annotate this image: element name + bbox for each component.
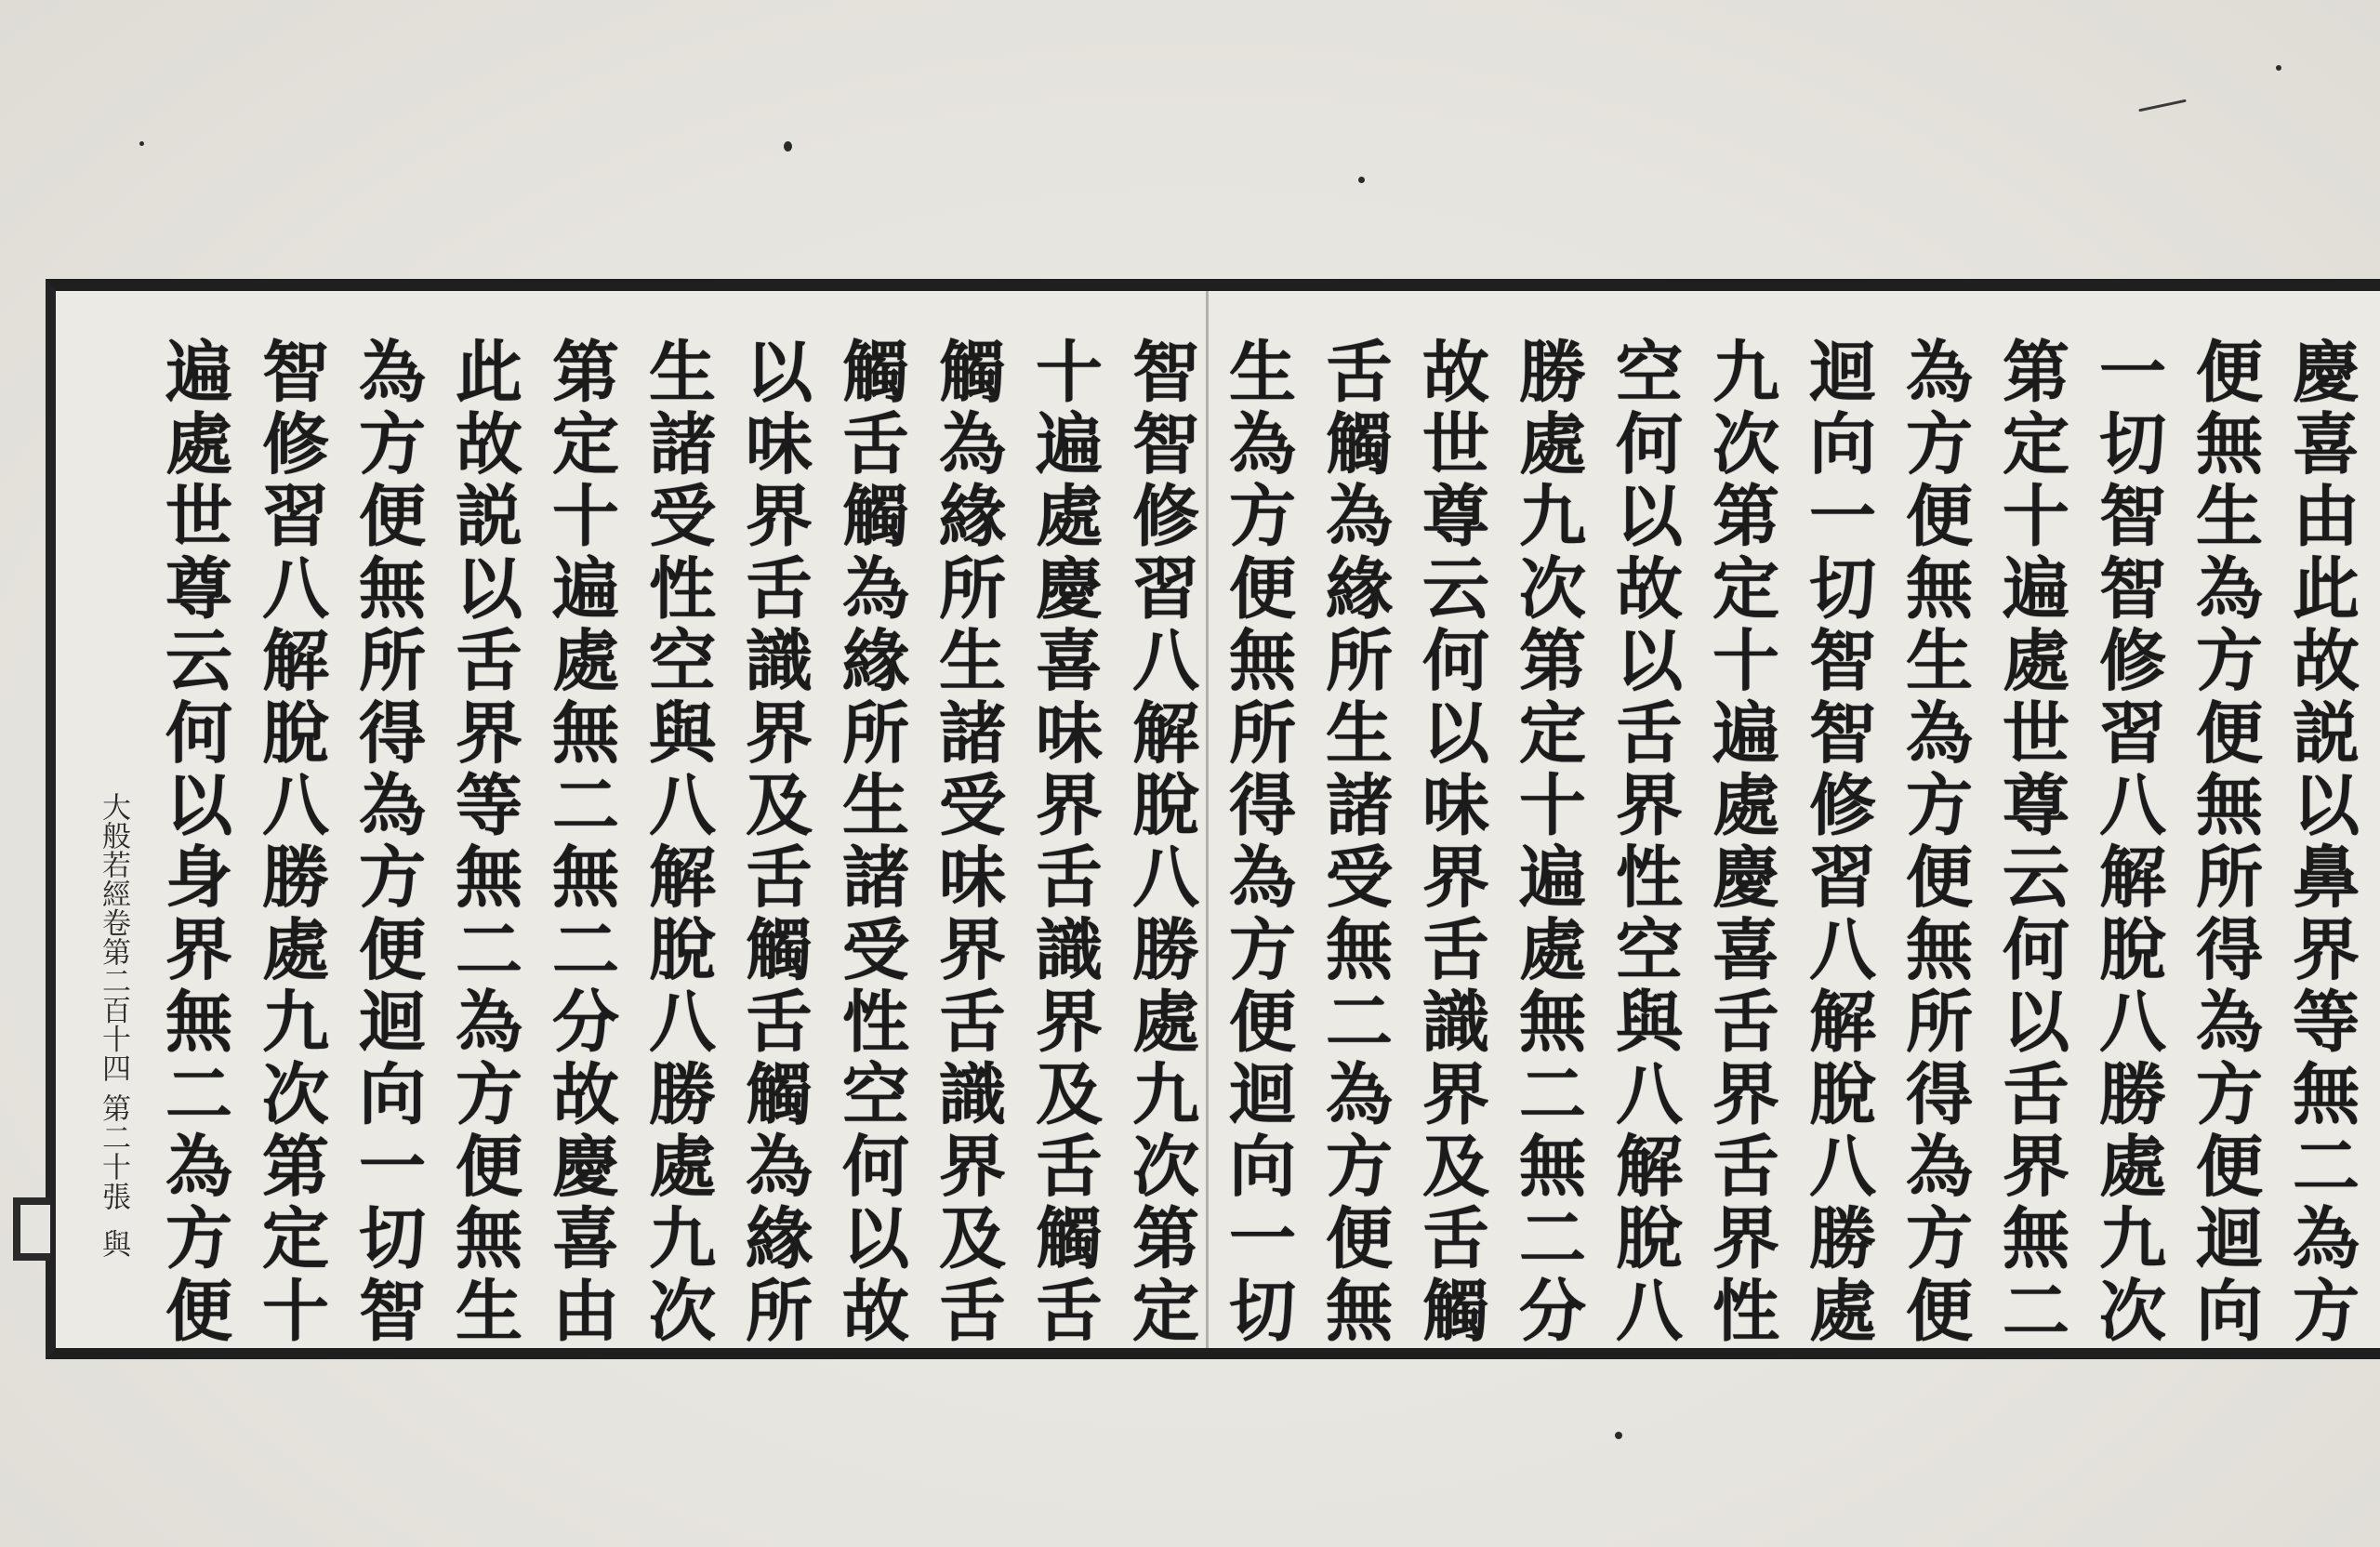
text-column-11: 舌觸為緣所生諸受無二為方便無 [1315, 337, 1394, 1342]
text-column-19: 第定十遍處無二無二分故慶喜由 [541, 337, 620, 1342]
text-column-16: 觸舌觸為緣所生諸受性空何以故 [831, 337, 910, 1342]
ink-speck [784, 141, 792, 152]
text-column-9: 勝處九次第定十遍處無二無二分 [1508, 337, 1587, 1342]
text-column-20: 此故説以舌界等無二為方便無生 [444, 337, 523, 1342]
text-column-7: 九次第定十遍處慶喜舌界舌界性 [1701, 337, 1780, 1342]
text-column-12: 生為方便無所得為方便迴向一切 [1218, 337, 1297, 1342]
frame-notch [13, 1197, 50, 1261]
text-column-13: 智智修習八解脫八勝處九次第定 [1121, 337, 1200, 1342]
text-column-18: 生諸受性空與八解脫八勝處九次 [638, 337, 717, 1342]
text-column-5: 為方便無生為方便無所得為方便 [1895, 337, 1974, 1342]
text-column-17: 以味界舌識界及舌觸舌觸為緣所 [734, 337, 813, 1342]
text-columns [145, 337, 2369, 1342]
text-column-2: 便無生為方便無所得為方便迴向 [2185, 337, 2264, 1342]
text-column-15: 觸為緣所生諸受味界舌識界及舌 [928, 337, 1007, 1342]
margin-title: 大般若經卷第二百十四 [97, 792, 130, 1082]
text-column-23: 遍處世尊云何以身界無二為方便 [154, 337, 233, 1342]
ink-speck [2276, 65, 2281, 71]
text-column-3: 一切智智修習八解脫八勝處九次 [2088, 337, 2167, 1342]
ink-speck [139, 141, 144, 146]
margin-carver-mark: 與 [97, 1229, 130, 1258]
ink-speck [1615, 1432, 1622, 1439]
text-column-14: 十遍處慶喜味界舌識界及舌觸舌 [1025, 337, 1104, 1342]
text-column-21: 為方便無所得為方便迴向一切智 [348, 337, 427, 1342]
margin-sheet-number: 第二十張 [97, 1093, 130, 1210]
ink-speck [1358, 177, 1365, 183]
text-column-4: 第定十遍處世尊云何以舌界無二 [1991, 337, 2070, 1342]
text-column-22: 智修習八解脫八勝處九次第定十 [251, 337, 330, 1342]
text-column-1: 慶喜由此故説以鼻界等無二為方 [2281, 337, 2360, 1342]
text-column-6: 迴向一切智智修習八解脫八勝處 [1798, 337, 1877, 1342]
text-column-8: 空何以故以舌界性空與八解脫八 [1605, 337, 1684, 1342]
text-column-10: 故世尊云何以味界舌識界及舌觸 [1411, 337, 1490, 1342]
